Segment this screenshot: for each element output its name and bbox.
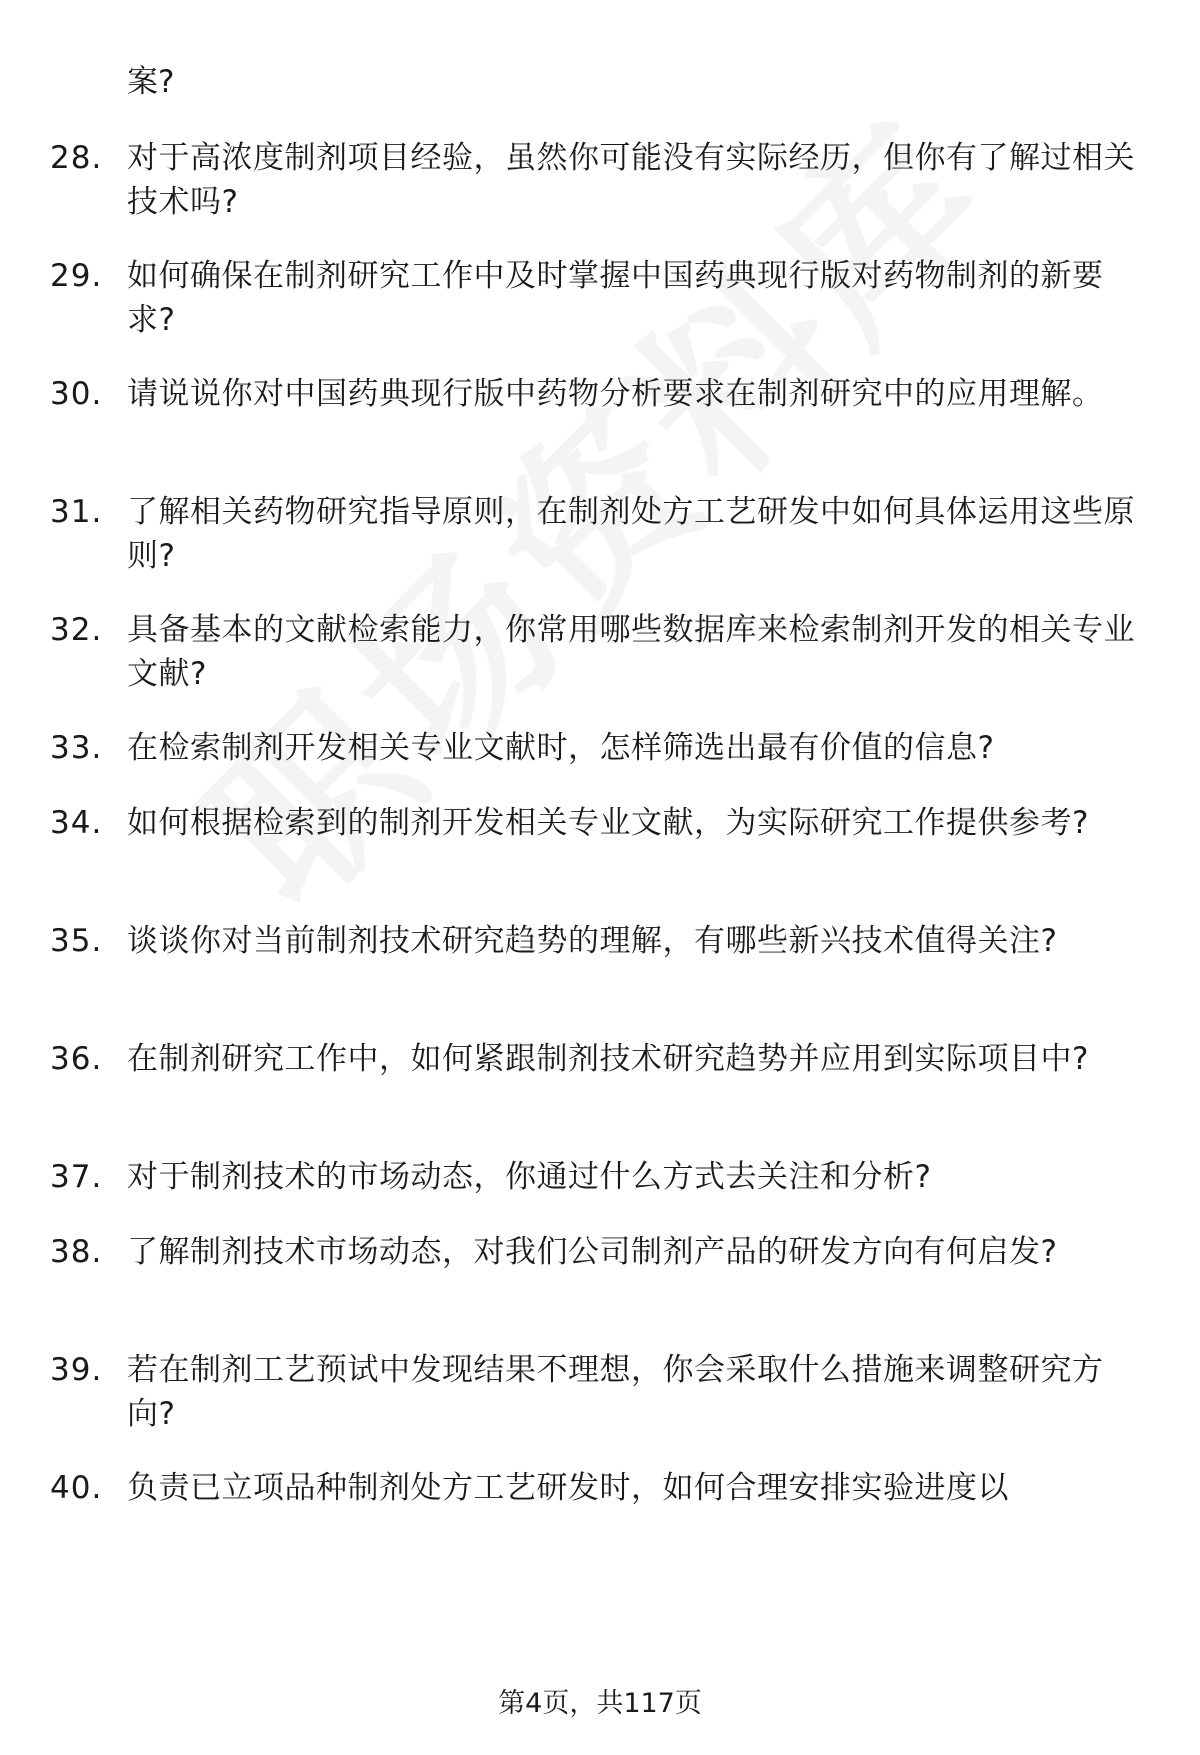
question-text: 谈谈你对当前制剂技术研究趋势的理解，有哪些新兴技术值得关注? bbox=[127, 923, 1058, 959]
question-number: 37. bbox=[50, 1159, 103, 1195]
question-text: 对于制剂技术的市场动态，你通过什么方式去关注和分析? bbox=[127, 1159, 932, 1195]
question-number: 38. bbox=[50, 1234, 103, 1270]
question-text: 负责已立项品种制剂处方工艺研发时，如何合理安排实验进度以 bbox=[127, 1470, 1009, 1506]
question-text: 若在制剂工艺预试中发现结果不理想，你会采取什么措施来调整研究方向? bbox=[127, 1352, 1104, 1432]
question-number: 28. bbox=[50, 140, 103, 176]
question-text: 了解相关药物研究指导原则，在制剂处方工艺研发中如何具体运用这些原则? bbox=[127, 494, 1135, 574]
question-number: 36. bbox=[50, 1041, 103, 1077]
question-number: 39. bbox=[50, 1352, 103, 1388]
continuation-text: 案? bbox=[127, 64, 175, 100]
question-number: 40. bbox=[50, 1470, 103, 1506]
question-text: 请说说你对中国药典现行版中药物分析要求在制剂研究中的应用理解。 bbox=[127, 376, 1104, 412]
question-number: 35. bbox=[50, 923, 103, 959]
question-number: 30. bbox=[50, 376, 103, 412]
page-footer bbox=[0, 1684, 1200, 1724]
question-text: 具备基本的文献检索能力，你常用哪些数据库来检索制剂开发的相关专业文献? bbox=[127, 612, 1135, 692]
page-number-label: 第4页，共117页 bbox=[498, 1688, 702, 1719]
question-text: 在检索制剂开发相关专业文献时，怎样筛选出最有价值的信息? bbox=[127, 730, 995, 766]
question-number: 29. bbox=[50, 258, 103, 294]
question-text: 如何确保在制剂研究工作中及时掌握中国药典现行版对药物制剂的新要求? bbox=[127, 258, 1104, 338]
question-text: 如何根据检索到的制剂开发相关专业文献，为实际研究工作提供参考? bbox=[127, 805, 1089, 841]
question-text: 了解制剂技术市场动态，对我们公司制剂产品的研发方向有何启发? bbox=[127, 1234, 1058, 1270]
question-number: 33. bbox=[50, 730, 103, 766]
question-text: 在制剂研究工作中，如何紧跟制剂技术研究趋势并应用到实际项目中? bbox=[127, 1041, 1089, 1077]
question-number: 32. bbox=[50, 612, 103, 648]
question-number: 31. bbox=[50, 494, 103, 530]
question-text: 对于高浓度制剂项目经验，虽然你可能没有实际经历，但你有了解过相关技术吗? bbox=[127, 140, 1135, 220]
question-number: 34. bbox=[50, 805, 103, 841]
